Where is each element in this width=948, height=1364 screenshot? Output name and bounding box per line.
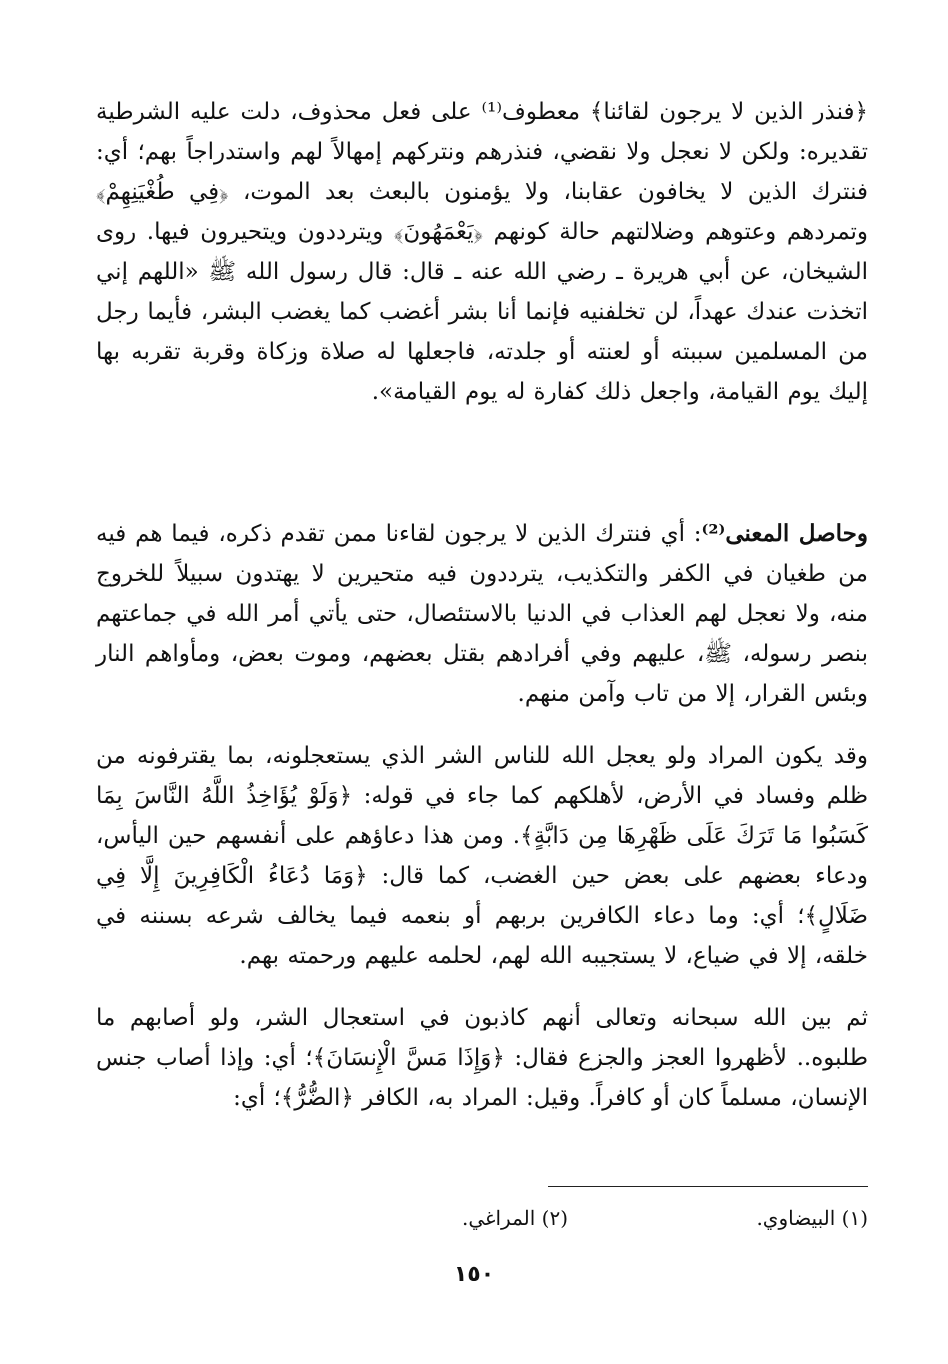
paragraph-2 [96, 514, 868, 714]
page-body [96, 92, 868, 1118]
paragraph-2-lead: وحاصل المعنى⁽²⁾ [701, 520, 869, 547]
footnotes [96, 1200, 868, 1236]
footnote-separator [548, 1186, 868, 1187]
page-number: ١٥٠ [453, 1262, 495, 1287]
footnote-2: (٢) المراغي. [461, 1206, 568, 1230]
footnote-1: (١) البيضاوي. [756, 1206, 868, 1230]
paragraph-1: ﴿فنذر الذين لا يرجون لقائنا﴾ معطوف⁽¹⁾ على فعل محذوف، دلت عليه الشرطية تقديره: ولكن لا نعجل ولا نقضي، فنذرهم ونتركهم إمهالاً لهم واستدراجاً بهم؛ أي: فنترك الذين لا يخافون عقابنا، ولا يؤمنون بالبعث بعد الموت، ﴿فِي طُغْيَنِهِمْ﴾ وتمردهم وعتوهم وضلالتهم حالة كونهم ﴿يَعْمَهُونَ﴾ ويترددون ويتحيرون فيها. روى الشيخان، عن أبي هريرة ـ رضي الله عنه ـ قال: قال رسول الله ﷺ «اللهم إني اتخذت عندك عهداً، لن تخلفنيه فإنما أنا بشر أغضب كما يغضب البشر، فأيما رجل من المسلمين سببته أو لعنته أو جلدته، فاجعلها له صلاة وزكاة وقربة تقربه بها إليك يوم القيامة، واجعل ذلك كفارة له يوم القيامة». [96, 99, 869, 405]
paragraph-2-text: : أي فنترك الذين لا يرجون لقاءنا ممن تقدم ذكره، فيما هم فيه من طغيان في الكفر والتكذيب، يترددون فيه متحيرين لا يهتدون سبيلاً للخروج منه، ولا نعجل لهم العذاب في الدنيا بالاستئصال، حتى يأتي أمر الله في جماعتهم بنصر رسوله، ﷺ، عليهم وفي أفرادهم بقتل بعضهم، وموت بعض، ومأواهم النار وبئس القرار، إلا من تاب وآمن منهم. [96, 521, 868, 707]
paragraph-4: ثم بين الله سبحانه وتعالى أنهم كاذبون في استعجال الشر، ولو أصابهم ما طلبوه.. لأظهروا العجز والجزع فقال: ﴿وَإِذَا مَسَّ الْإِنسَانَ﴾؛ أي: وإذا أصاب جنس الإنسان، مسلماً كان أو كافراً. وقيل: المراد به، الكافر ﴿الضُّرُّ﴾؛ أي: [96, 1005, 868, 1111]
paragraph-3: وقد يكون المراد ولو يعجل الله للناس الشر الذي يستعجلونه، بما يقترفونه من ظلم وفساد في الأرض، لأهلكهم كما جاء في قوله: ﴿وَلَوْ يُؤَاخِذُ اللَّهُ النَّاسَ بِمَا كَسَبُوا مَا تَرَكَ عَلَى ظَهْرِهَا مِن دَابَّةٍ﴾. ومن هذا دعاؤهم على أنفسهم حين اليأس، ودعاء بعضهم على بعض حين الغضب، كما قال: ﴿وَمَا دُعَاءُ الْكَافِرِينَ إِلَّا فِي ضَلَالٍ﴾؛ أي: وما دعاء الكافرين بربهم أو بنعمه فيما يخالف شرعه بسننه في خلقه، إلا في ضياع، لا يستجيبه الله لهم، لحلمه عليهم ورحمته بهم. [96, 743, 868, 969]
